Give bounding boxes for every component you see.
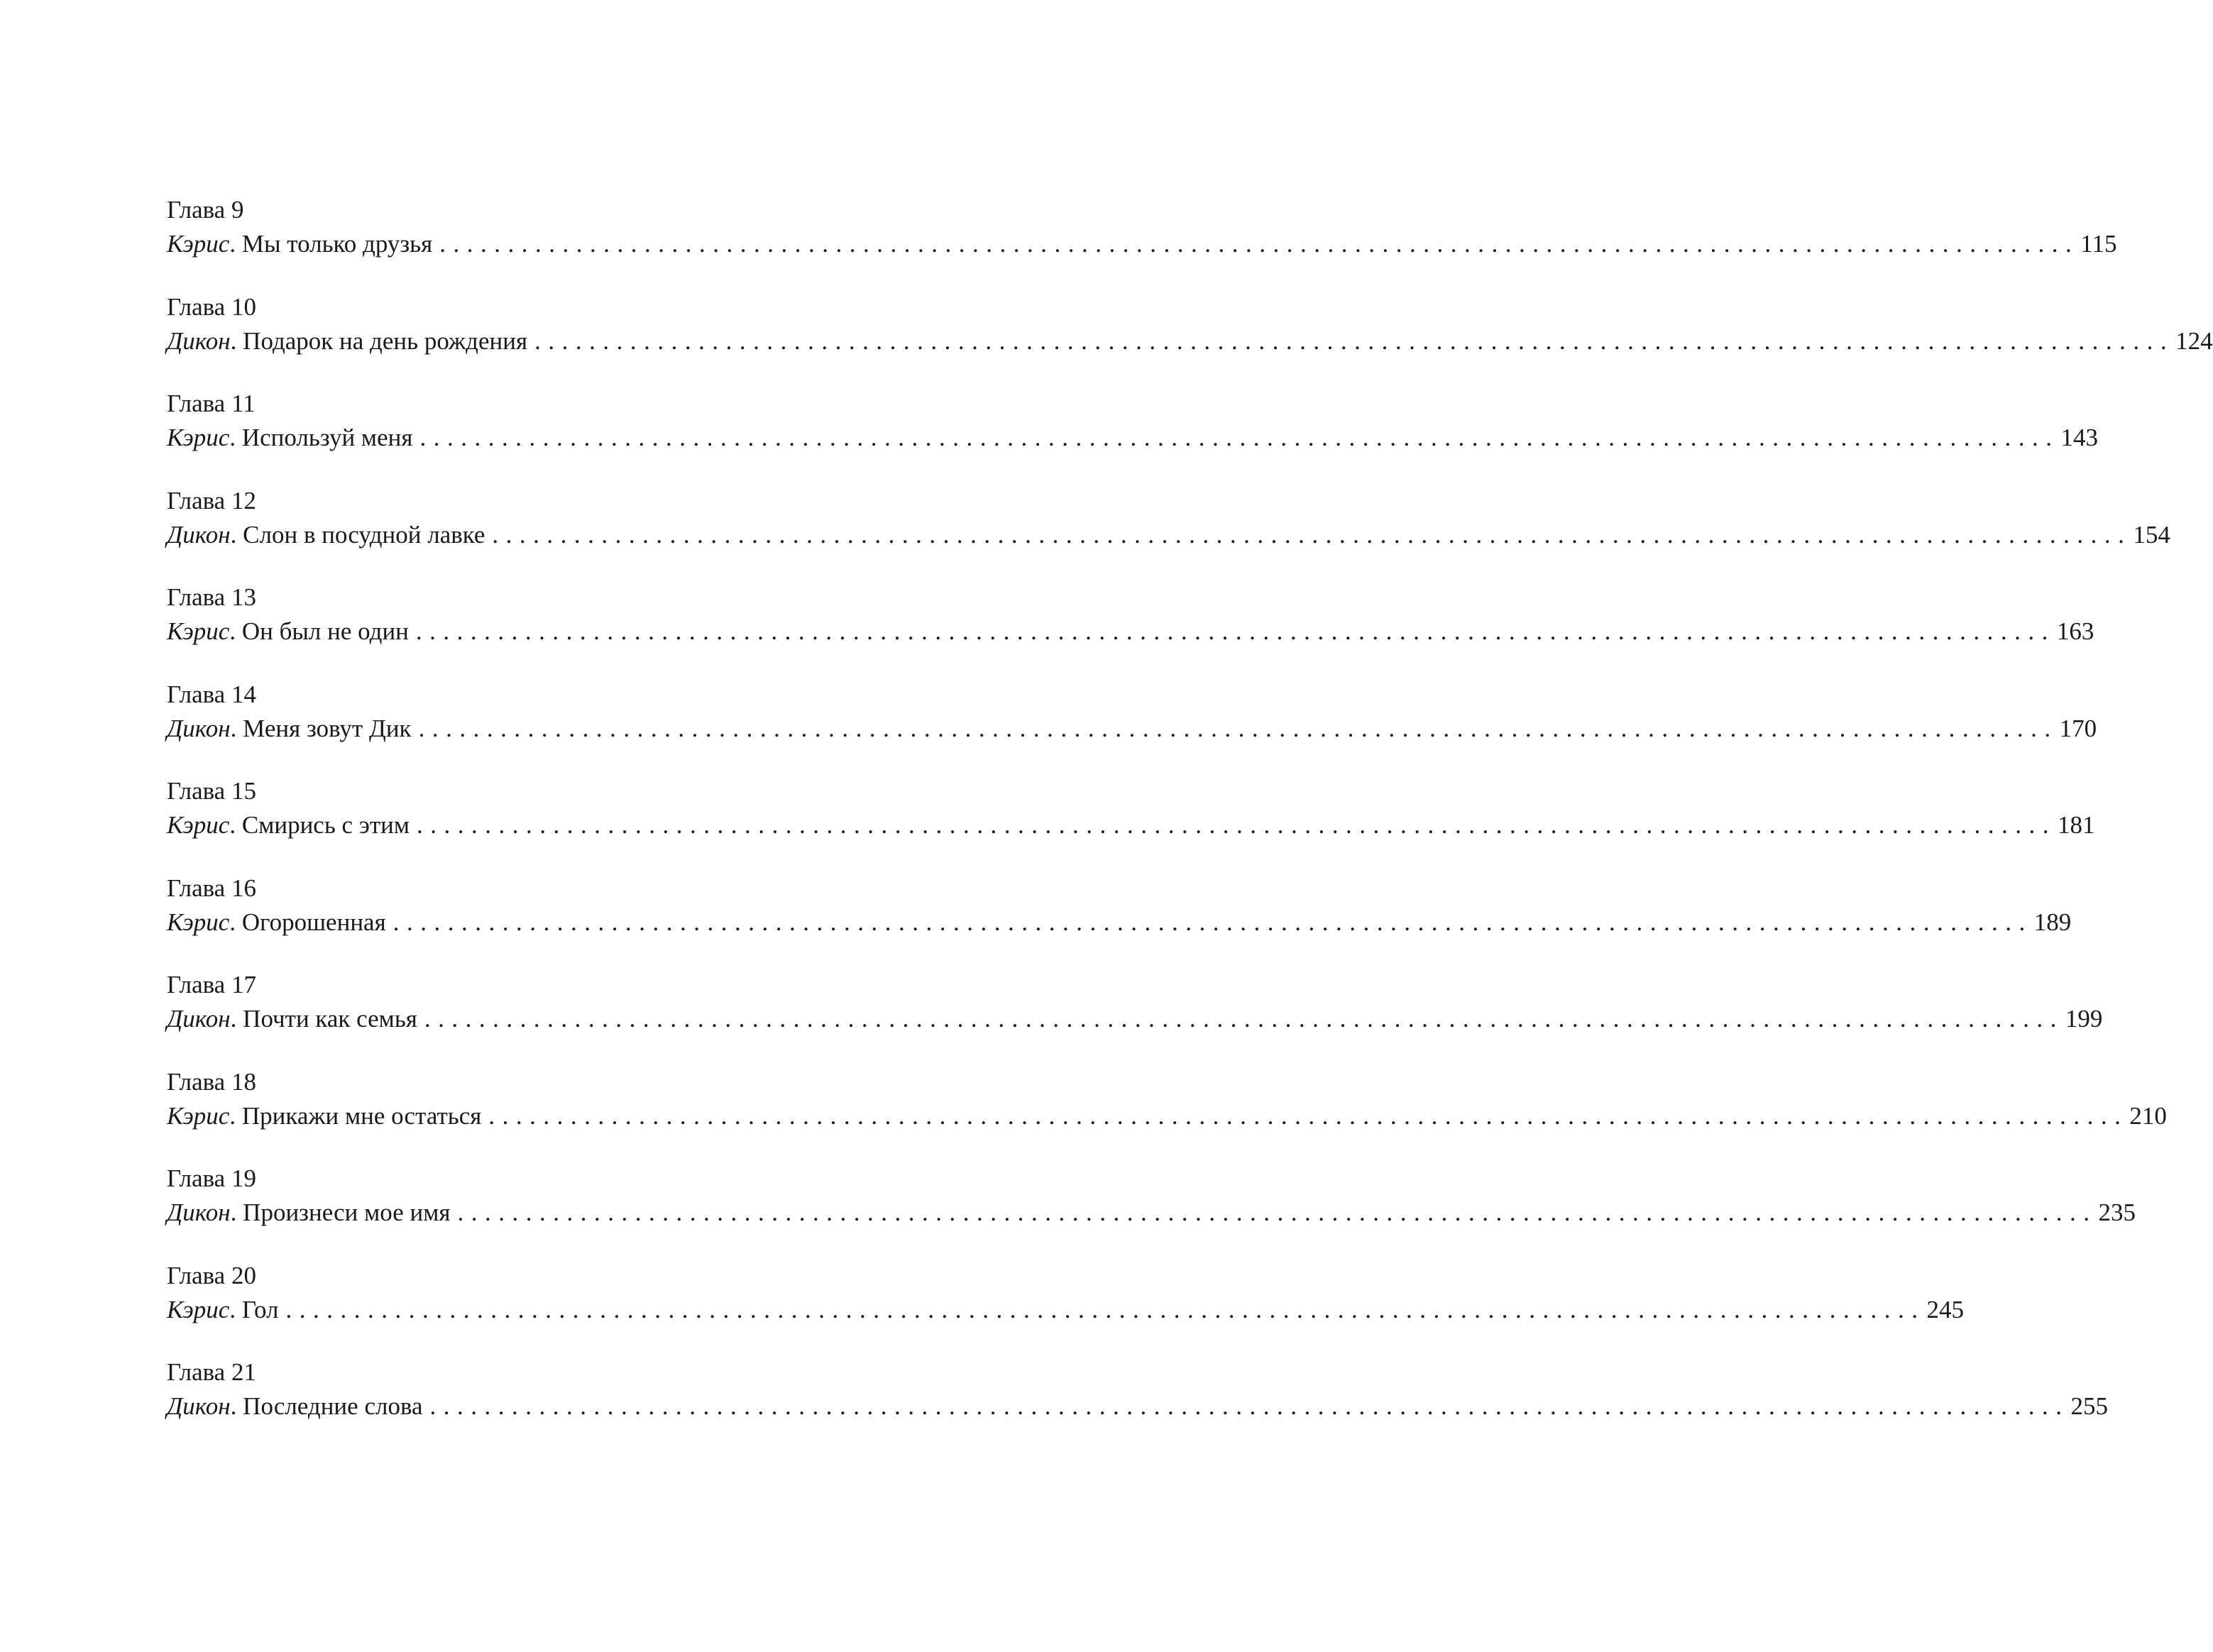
- toc-entry[interactable]: [167, 484, 2170, 581]
- dot-leader: ........................................................................................................................: [439, 230, 2080, 258]
- table-of-contents: [167, 193, 2213, 1453]
- toc-entry[interactable]: [167, 580, 2094, 678]
- chapter-title: . Он был не один: [229, 617, 409, 645]
- chapter-number: Глава 14: [167, 680, 256, 708]
- chapter-number: Глава 15: [167, 777, 256, 805]
- toc-entry[interactable]: [167, 193, 2117, 290]
- dot-leader: ........................................................................................................................: [417, 811, 2057, 839]
- page-number: 245: [1926, 1295, 1965, 1323]
- page-number: 163: [2056, 617, 2094, 645]
- dot-leader: ........................................................................................................................: [492, 520, 2132, 549]
- chapter-title: . Меня зовут Дик: [230, 714, 412, 742]
- chapter-title-row: [167, 615, 2094, 649]
- toc-entry[interactable]: [167, 1355, 2109, 1453]
- dot-leader: ........................................................................................................................: [418, 714, 2058, 742]
- chapter-title-row: [167, 1196, 2136, 1230]
- dot-leader: ........................................................................................................................: [285, 1295, 1926, 1323]
- chapter-number: Глава 18: [167, 1067, 256, 1096]
- page-number: 210: [2129, 1101, 2167, 1130]
- page-number: 154: [2133, 520, 2170, 549]
- page-number: 199: [2065, 1005, 2103, 1032]
- chapter-title-row: [167, 1389, 2109, 1424]
- page-number: 170: [2059, 714, 2097, 742]
- toc-entry[interactable]: [167, 1162, 2136, 1259]
- narrator-name: Дикон: [167, 1392, 231, 1420]
- toc-entry[interactable]: [167, 774, 2095, 871]
- chapter-title: . Смирись с этим: [229, 811, 410, 839]
- toc-entry[interactable]: [167, 678, 2097, 775]
- page-number: 255: [2070, 1392, 2109, 1420]
- toc-entry[interactable]: [167, 387, 2098, 484]
- toc-entry[interactable]: [167, 1065, 2167, 1162]
- chapter-title: . Последние слова: [230, 1392, 423, 1420]
- chapter-number: Глава 10: [167, 292, 256, 321]
- dot-leader: ........................................................................................................................: [415, 617, 2055, 645]
- chapter-title-row: [167, 1002, 2103, 1036]
- chapter-title-row: [167, 1293, 1965, 1327]
- chapter-title: . Огорошенная: [229, 908, 386, 936]
- chapter-title-row: [167, 712, 2097, 746]
- toc-entry[interactable]: [167, 290, 2213, 387]
- narrator-name: Кэрис: [167, 1101, 230, 1130]
- chapter-number: Глава 20: [167, 1261, 256, 1289]
- chapter-title-row: [167, 324, 2213, 358]
- dot-leader: ........................................................................................................................: [429, 1392, 2070, 1420]
- dot-leader: ........................................................................................................................: [424, 1005, 2064, 1032]
- page-number: 181: [2058, 811, 2095, 839]
- page-number: 115: [2080, 230, 2117, 258]
- narrator-name: Дикон: [167, 1199, 231, 1226]
- chapter-title-row: [167, 227, 2117, 261]
- chapter-number: Глава 17: [167, 971, 256, 998]
- toc-entry[interactable]: [167, 871, 2072, 969]
- chapter-title-row: [167, 1099, 2167, 1133]
- chapter-number: Глава 12: [167, 486, 256, 514]
- narrator-name: Кэрис: [167, 617, 230, 645]
- toc-entry[interactable]: [167, 1259, 1965, 1356]
- chapter-title: . Используй меня: [229, 424, 413, 451]
- dot-leader: ........................................................................................................................: [534, 326, 2175, 355]
- chapter-number: Глава 21: [167, 1358, 256, 1386]
- chapter-title-row: [167, 421, 2098, 455]
- narrator-name: Кэрис: [167, 230, 230, 258]
- chapter-title: . Мы только друзья: [229, 230, 433, 258]
- narrator-name: Дикон: [167, 1005, 231, 1032]
- chapter-title: . Гол: [229, 1295, 279, 1323]
- chapter-number: Глава 9: [167, 196, 244, 224]
- chapter-number: Глава 16: [167, 874, 256, 902]
- narrator-name: Кэрис: [167, 1295, 230, 1323]
- chapter-number: Глава 19: [167, 1164, 256, 1192]
- chapter-number: Глава 13: [167, 583, 256, 611]
- narrator-name: Дикон: [167, 520, 231, 549]
- chapter-title: . Произнеси мое имя: [230, 1199, 451, 1226]
- narrator-name: Дикон: [167, 326, 231, 355]
- dot-leader: ........................................................................................................................: [488, 1101, 2129, 1130]
- page-number: 143: [2060, 424, 2098, 451]
- narrator-name: Кэрис: [167, 424, 230, 451]
- chapter-title: . Подарок на день рождения: [230, 326, 528, 355]
- narrator-name: Кэрис: [167, 811, 230, 839]
- dot-leader: ........................................................................................................................: [392, 908, 2033, 936]
- narrator-name: Дикон: [167, 714, 231, 742]
- toc-entry[interactable]: [167, 968, 2103, 1065]
- dot-leader: ........................................................................................................................: [419, 424, 2060, 451]
- chapter-title: . Прикажи мне остаться: [229, 1101, 482, 1130]
- dot-leader: ........................................................................................................................: [457, 1199, 2097, 1226]
- chapter-title-row: [167, 808, 2095, 842]
- narrator-name: Кэрис: [167, 908, 230, 936]
- chapter-title-row: [167, 518, 2170, 552]
- page-number: 235: [2098, 1199, 2136, 1226]
- chapter-title: . Почти как семья: [230, 1005, 417, 1032]
- page-number: 189: [2033, 908, 2072, 936]
- chapter-title: . Слон в посудной лавке: [230, 520, 485, 549]
- chapter-title-row: [167, 905, 2072, 940]
- page-number: 124: [2175, 326, 2213, 355]
- chapter-number: Глава 11: [167, 390, 256, 417]
